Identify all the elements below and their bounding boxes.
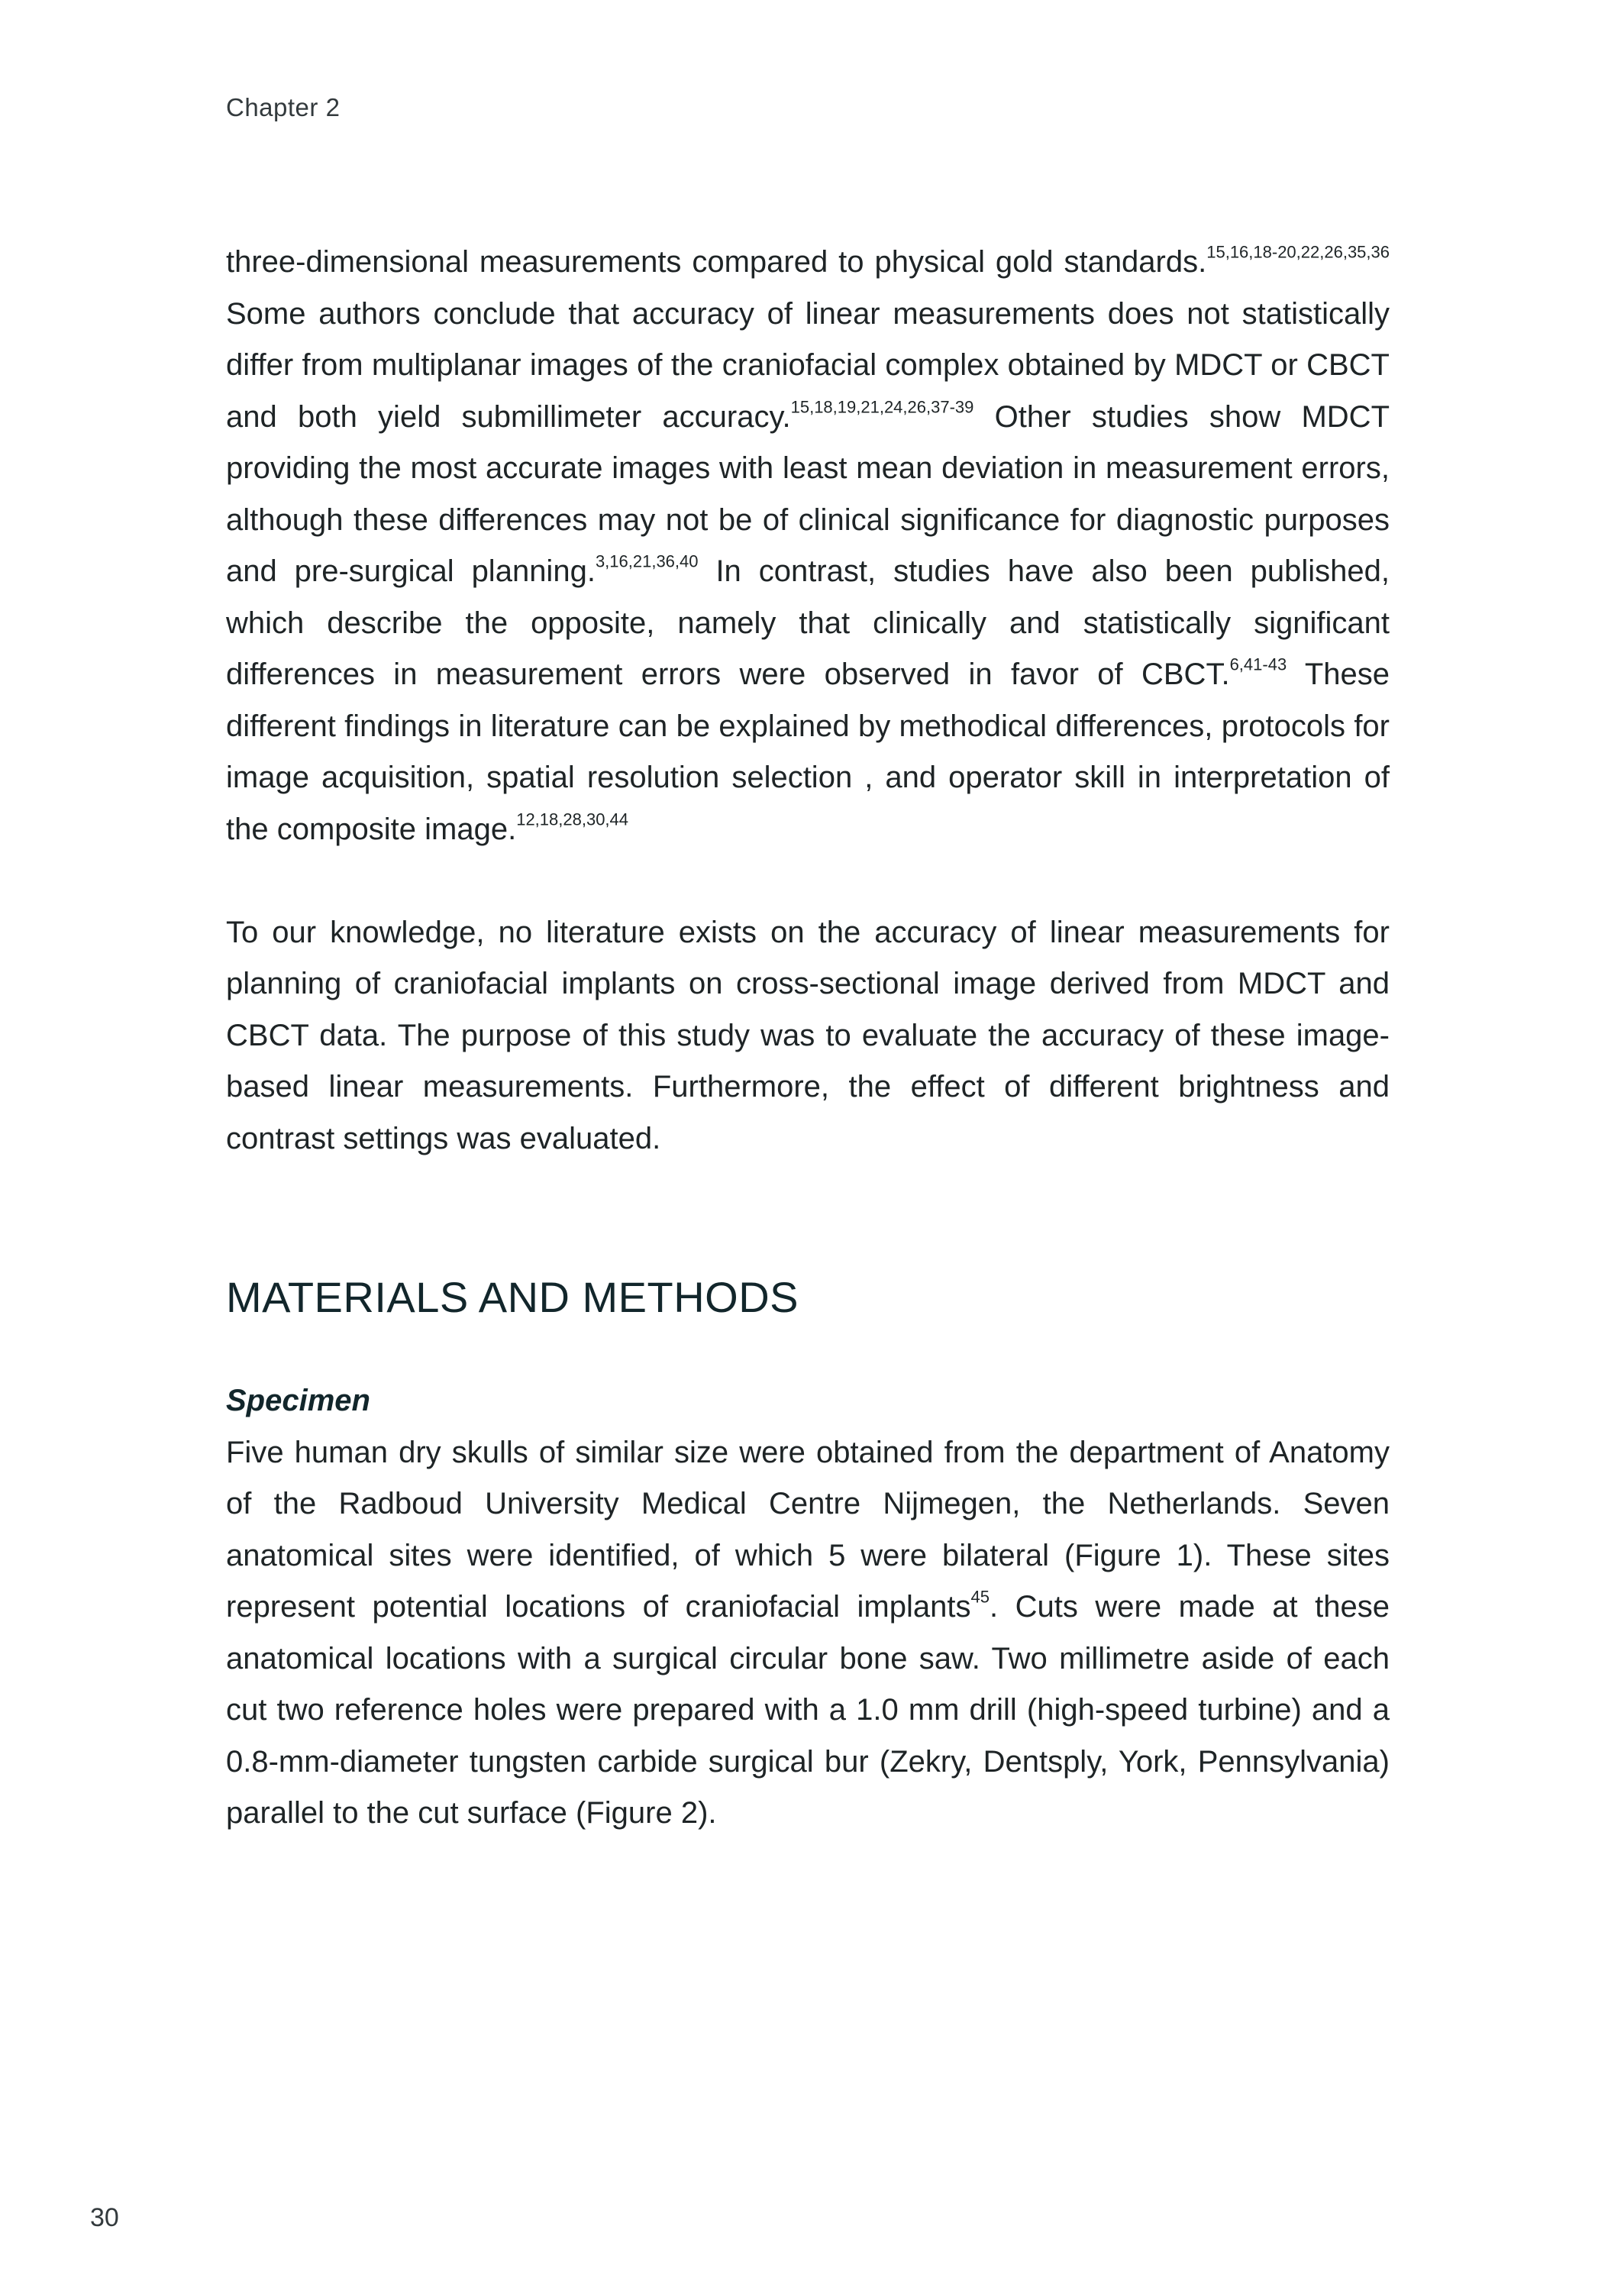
- intro-paragraph-2: To our knowledge, no literature exists on the accuracy of linear measurements for planning of craniofacial implants on cross-sectional image derived from MDCT and CBCT data. The purpose of this study was to evaluate the accuracy of these image-based linear measurements. Furthermore, the effect of different brightness and contrast settings was evaluated.: [226, 915, 1390, 1155]
- citation: 3,16,21,36,40: [595, 551, 699, 571]
- text-span: Five human dry skulls of similar size were obtained from the department of Anatomy of the Radboud University Medical Centre Nijmegen, the Netherlands. Seven anatomical sites were identified, of which 5 were bilateral (Figure 1). These sites represent potential locations of craniofacial implants: [226, 1435, 1390, 1624]
- text-span: These different findings in literature can be explained by methodical differences, protocols for image acquisition, spatial resolution selection , and operator skill in interpretation of the composite image.: [226, 658, 1390, 846]
- page-body: [226, 237, 1390, 1840]
- text-span: . Cuts were made at these anatomical locations with a surgical circular bone saw. Two millimetre aside of each cut two reference holes were prepared with a 1.0 mm drill (high-speed turbine) and a 0.8-mm-diameter tungsten carbide surgical bur (Zekry, Dentsply, York, Pennsylvania) parallel to the cut surface (Figure 2).: [226, 1590, 1390, 1830]
- text-span: In contrast, studies have also been published, which describe the opposite, namely that clinically and statistically significant differences in measurement errors were observed in favor of CBCT.: [226, 554, 1390, 691]
- text-span: three-dimensional measurements compared to physical gold standards.: [226, 245, 1207, 279]
- page-number: 30: [90, 2203, 119, 2232]
- citation: 12,18,28,30,44: [516, 809, 629, 829]
- citation: 15,16,18-20,22,26,35,36: [1206, 242, 1390, 262]
- text-span: Other studies show MDCT providing the most accurate images with least mean deviation in measurement errors, although these differences may not be of clinical significance for diagnostic purposes and pre-surgical planning.: [226, 399, 1390, 588]
- section-heading: MATERIALS AND METHODS: [226, 1273, 799, 1321]
- citation: 45: [970, 1587, 990, 1607]
- text-span: Some authors conclude that accuracy of linear measurements does not statistically differ from multiplanar images of the craniofacial complex obtained by MDCT or CBCT and both yield submillimeter accuracy.: [226, 296, 1390, 434]
- intro-paragraph-1: [226, 237, 1390, 855]
- running-head: Chapter 2: [226, 93, 341, 121]
- subsection-heading: Specimen: [226, 1384, 370, 1417]
- citation: 15,18,19,21,24,26,37-39: [790, 396, 974, 416]
- citation: 6,41-43: [1229, 654, 1287, 674]
- methods-paragraph: [226, 1427, 1390, 1840]
